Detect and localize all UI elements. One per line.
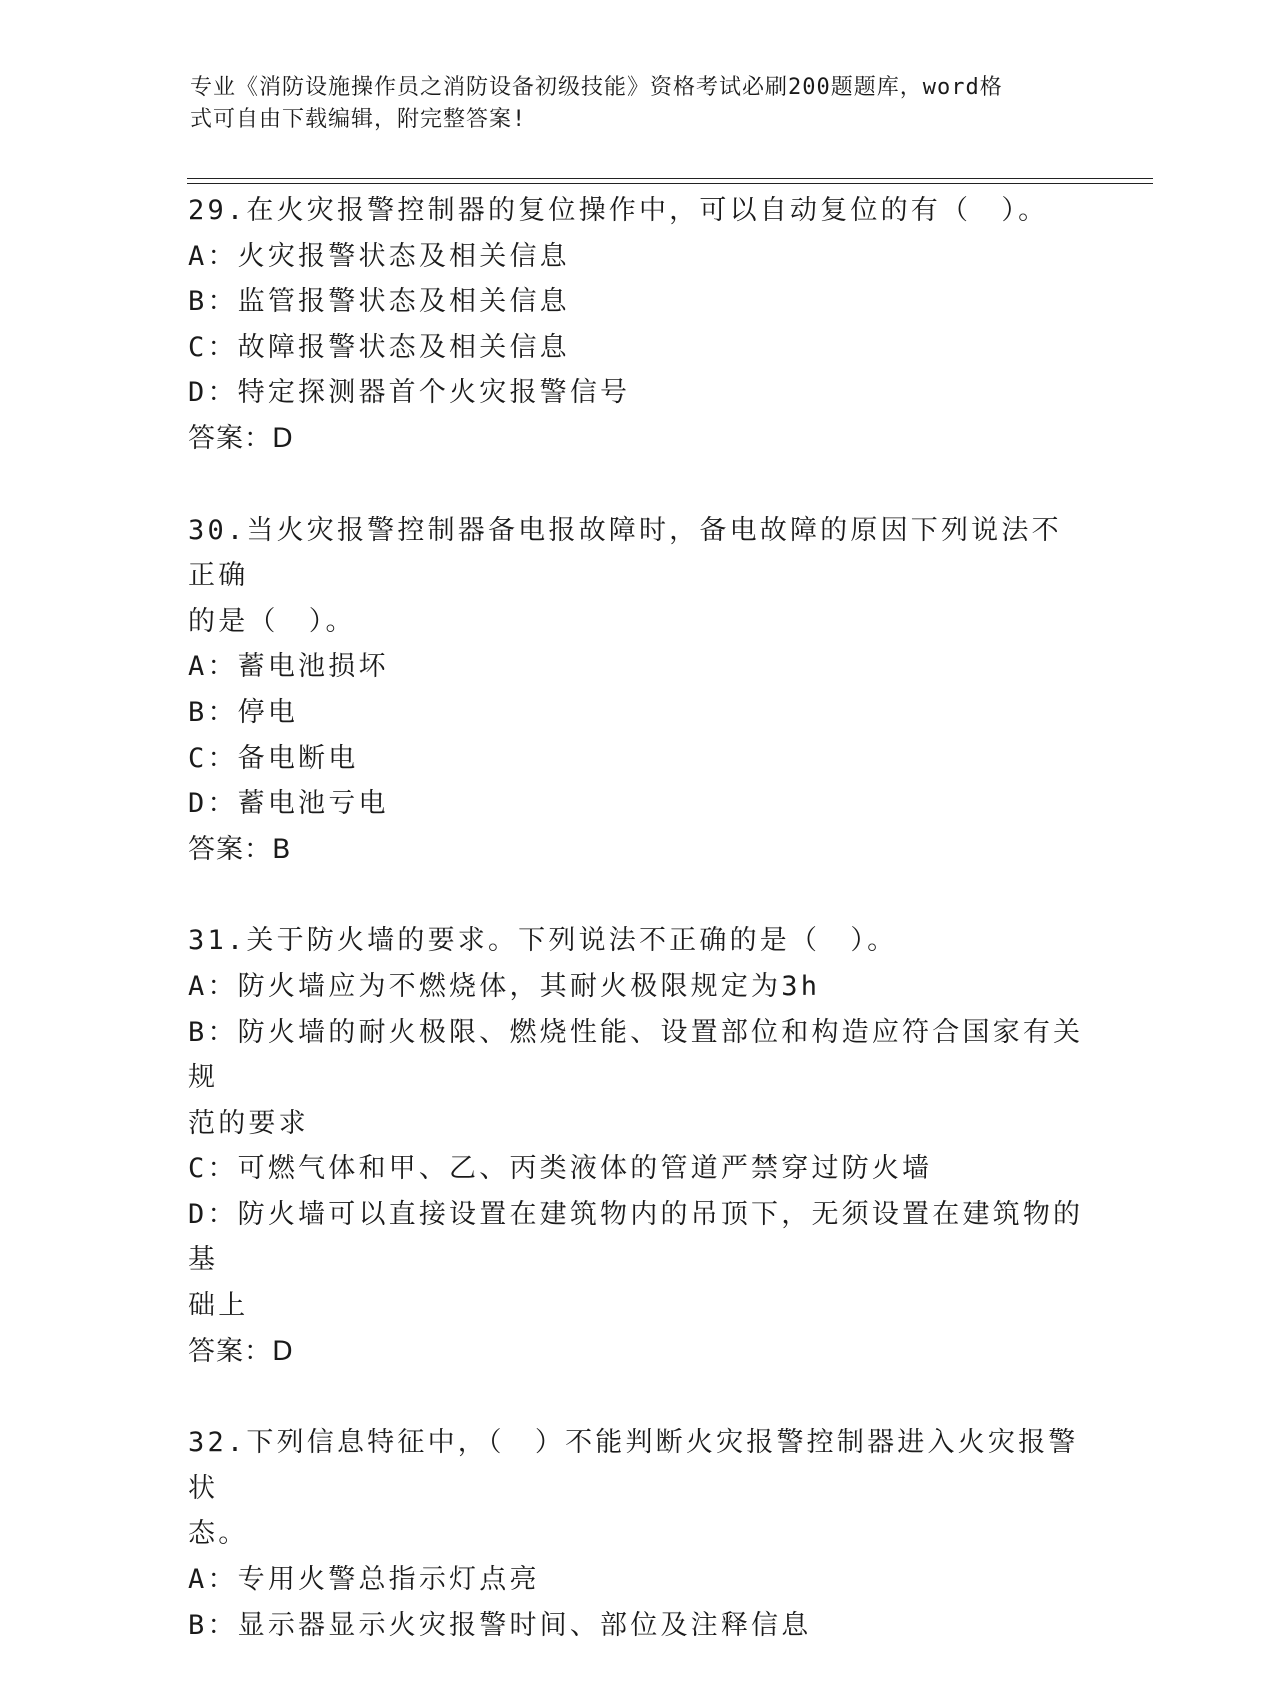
answer-option: B：停电 bbox=[188, 696, 299, 728]
header-line-1: 专业《消防设施操作员之消防设备初级技能》资格考试必刷200题题库，word格 bbox=[190, 75, 1003, 100]
answer-option: B：防火墙的耐火极限、燃烧性能、设置部位和构造应符合国家有关规 bbox=[188, 1016, 1084, 1094]
answer-option: B：显示器显示火灾报警时间、部位及注释信息 bbox=[188, 1609, 812, 1641]
answer-option: D：蓄电池亏电 bbox=[188, 788, 389, 820]
header-divider-bottom bbox=[187, 183, 1153, 184]
answer-option: D：特定探测器首个火灾报警信号 bbox=[188, 377, 631, 409]
question-list bbox=[188, 188, 1088, 1694]
question-block bbox=[188, 918, 1088, 1374]
answer-option: A：火灾报警状态及相关信息 bbox=[188, 240, 570, 272]
answer-option: B：监管报警状态及相关信息 bbox=[188, 286, 570, 318]
header-line-2: 式可自由下载编辑，附完整答案! bbox=[190, 107, 527, 132]
header-divider-top bbox=[187, 178, 1153, 179]
answer-key: 答案：B bbox=[188, 833, 292, 865]
answer-option: C：备电断电 bbox=[188, 742, 359, 774]
question-stem: 31.关于防火墙的要求。下列说法不正确的是（ ）。 bbox=[188, 925, 898, 957]
question-stem: 32.下列信息特征中，（ ）不能判断火灾报警控制器进入火灾报警状 bbox=[188, 1427, 1079, 1504]
answer-option: C：故障报警状态及相关信息 bbox=[188, 331, 570, 363]
question-stem: 29.在火灾报警控制器的复位操作中，可以自动复位的有（ ）。 bbox=[188, 195, 1049, 226]
answer-option: 础上 bbox=[188, 1290, 249, 1322]
answer-option: A：专用火警总指示灯点亮 bbox=[188, 1564, 540, 1596]
answer-option: A：蓄电池损坏 bbox=[188, 651, 389, 683]
answer-option: 范的要求 bbox=[188, 1107, 309, 1139]
answer-key: 答案：D bbox=[188, 1335, 294, 1367]
document-header bbox=[190, 72, 1090, 136]
answer-key: 答案：D bbox=[188, 422, 294, 454]
question-block bbox=[188, 508, 1088, 873]
question-block bbox=[188, 1420, 1088, 1648]
answer-option: D：防火墙可以直接设置在建筑物内的吊顶下，无须设置在建筑物的基 bbox=[188, 1198, 1084, 1276]
question-block bbox=[188, 188, 1088, 462]
question-stem: 的是（ ）。 bbox=[188, 605, 356, 637]
answer-option: C：可燃气体和甲、乙、丙类液体的管道严禁穿过防火墙 bbox=[188, 1153, 933, 1185]
answer-option: A：防火墙应为不燃烧体，其耐火极限规定为3h bbox=[188, 970, 821, 1002]
question-stem: 30.当火灾报警控制器备电报故障时，备电故障的原因下列说法不正确 bbox=[188, 514, 1062, 592]
question-stem: 态。 bbox=[188, 1518, 249, 1550]
